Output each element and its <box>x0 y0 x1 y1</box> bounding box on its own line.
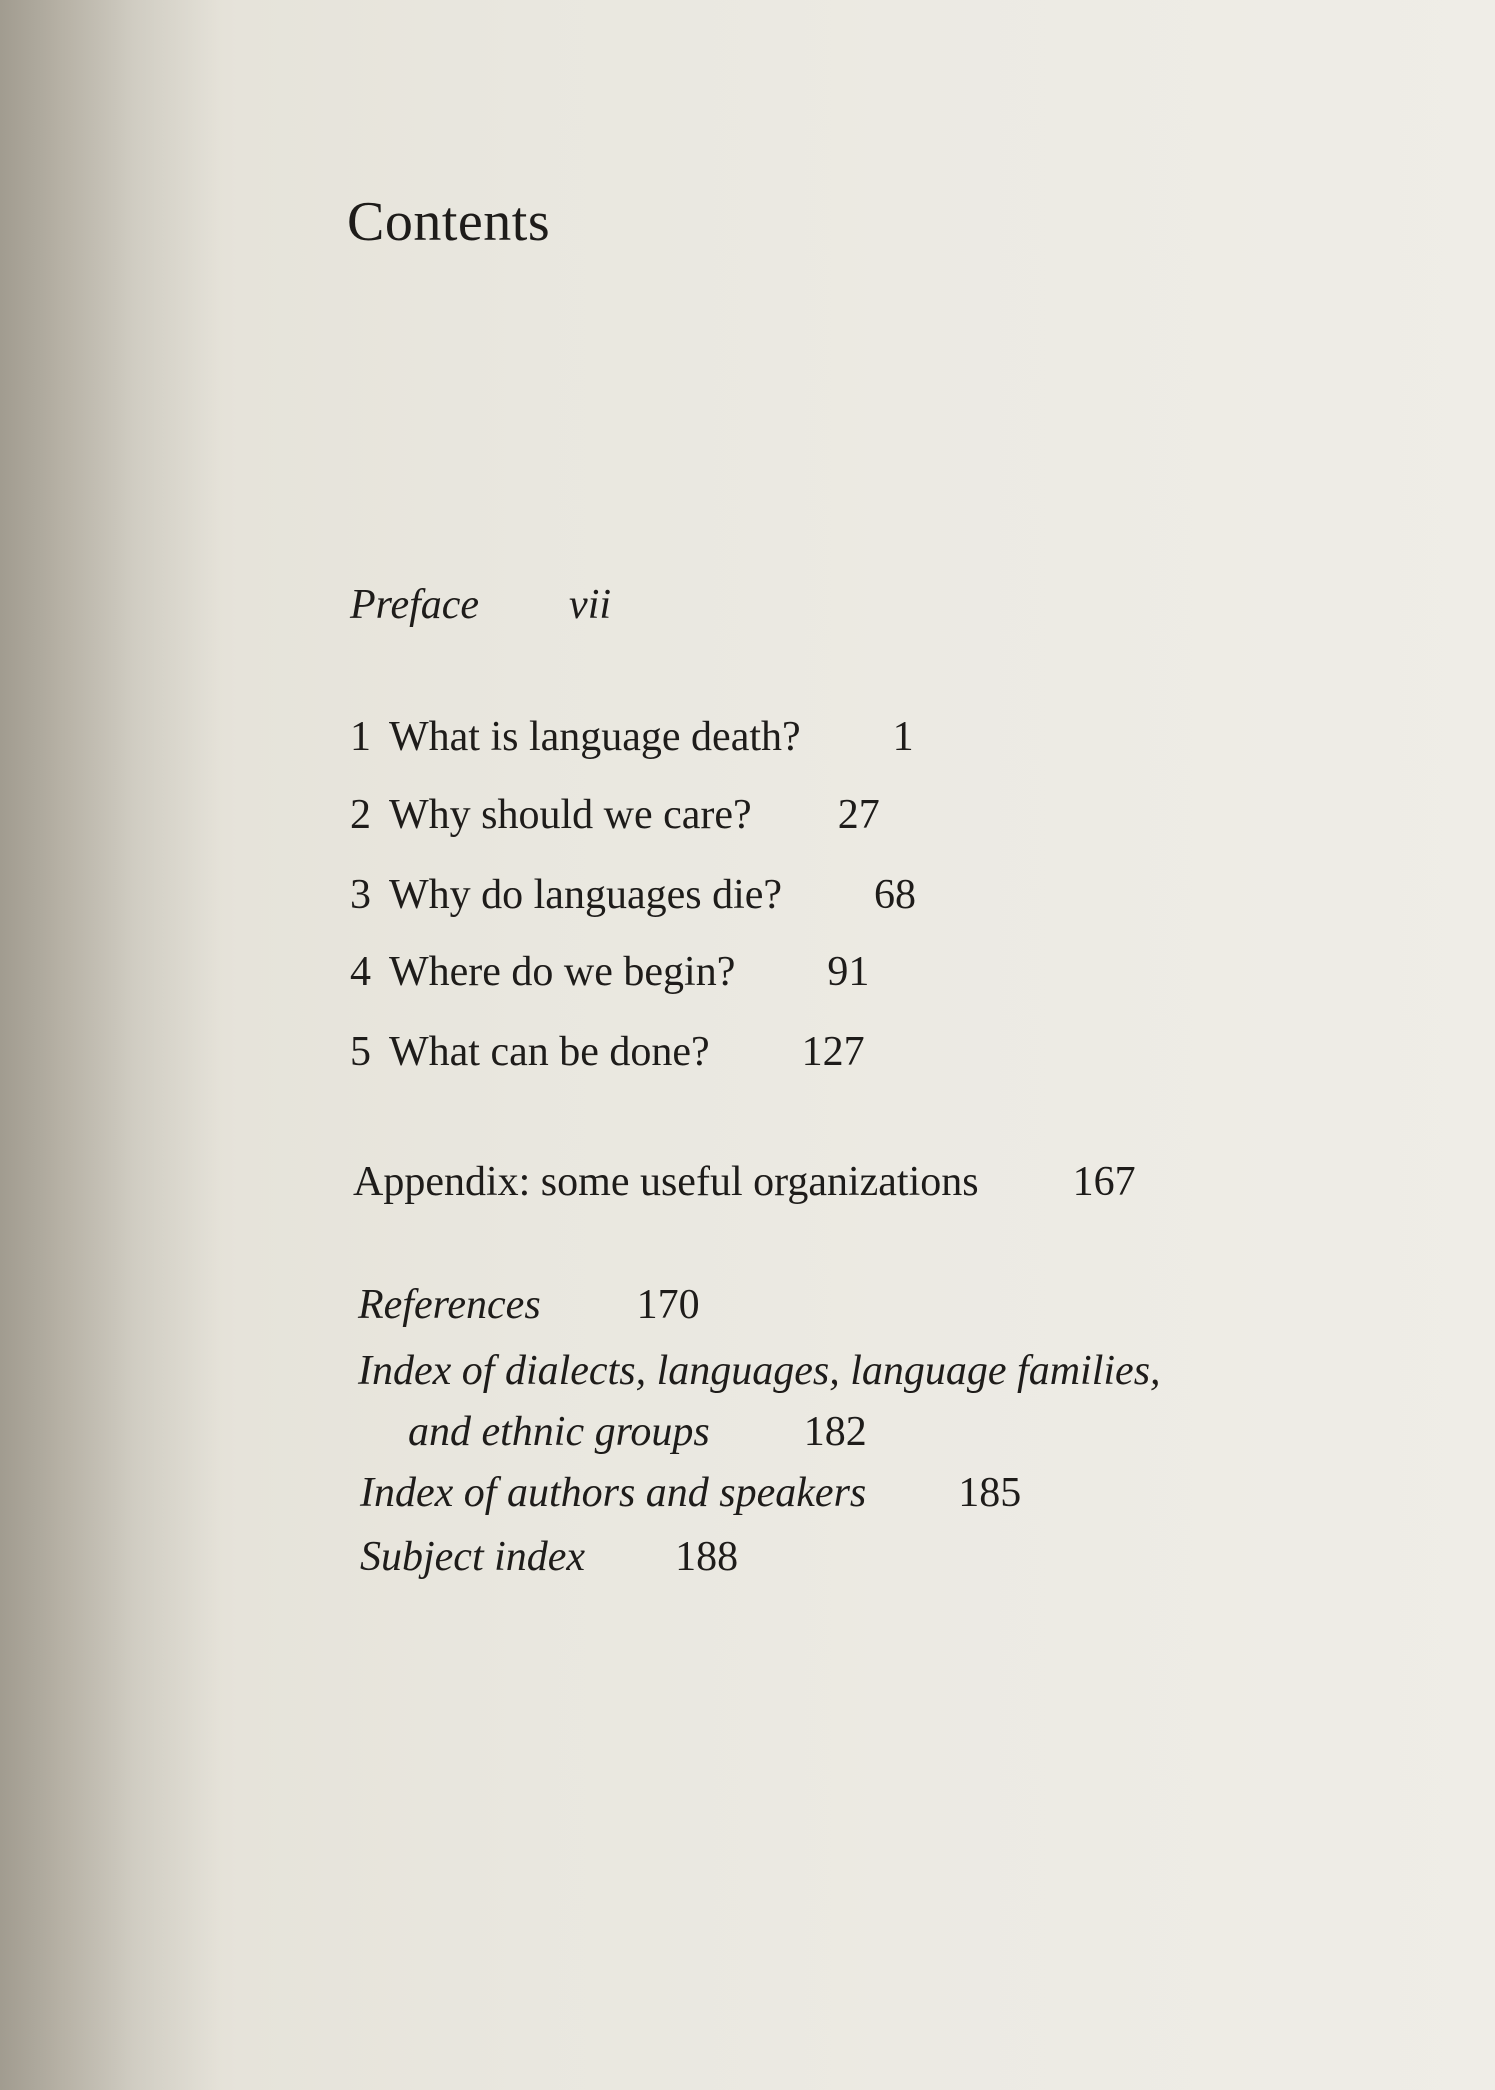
toc-chapter-number: 3 <box>350 872 371 918</box>
toc-chapter-5 <box>350 1027 865 1077</box>
toc-appendix-page: 167 <box>1072 1159 1136 1205</box>
toc-chapter-page: 27 <box>837 792 880 838</box>
toc-chapter-number: 1 <box>350 714 371 760</box>
toc-subject-index-page: 188 <box>675 1534 739 1580</box>
toc-chapter-page: 1 <box>892 714 914 760</box>
toc-appendix <box>353 1157 1136 1207</box>
toc-chapter-title: What is language death? <box>389 714 801 760</box>
toc-index-authors <box>360 1468 1021 1518</box>
toc-index-dialects-continued <box>408 1407 867 1457</box>
toc-chapter-title: Why do languages die? <box>389 872 783 918</box>
toc-appendix-title: Appendix: some useful organizations <box>353 1159 979 1205</box>
toc-chapter-title: Where do we begin? <box>389 949 736 995</box>
toc-chapter-4 <box>350 947 869 997</box>
toc-index-dialects-page: 182 <box>803 1409 867 1455</box>
toc-chapter-page: 68 <box>874 872 917 918</box>
toc-subject-index-title: Subject index <box>360 1534 586 1580</box>
toc-references <box>358 1280 700 1330</box>
toc-references-title: References <box>358 1282 541 1328</box>
page-gutter-shadow <box>0 0 220 2090</box>
toc-chapter-2 <box>350 790 880 840</box>
toc-chapter-1 <box>350 712 914 762</box>
toc-preface <box>350 580 611 630</box>
toc-index-dialects-title: Index of dialects, languages, language families, <box>358 1348 1161 1394</box>
toc-index-dialects <box>358 1346 1161 1396</box>
toc-chapter-number: 2 <box>350 792 371 838</box>
toc-index-authors-title: Index of authors and speakers <box>360 1470 867 1516</box>
toc-preface-label: Preface <box>350 582 480 628</box>
toc-references-page: 170 <box>636 1282 700 1328</box>
toc-chapter-page: 127 <box>801 1029 865 1075</box>
toc-chapter-number: 4 <box>350 949 371 995</box>
toc-preface-page: vii <box>569 582 612 628</box>
toc-chapter-page: 91 <box>827 949 870 995</box>
show-through-text <box>130 585 1430 645</box>
toc-chapter-title: What can be done? <box>389 1029 710 1075</box>
toc-chapter-title: Why should we care? <box>389 792 752 838</box>
toc-index-authors-page: 185 <box>958 1470 1022 1516</box>
toc-subject-index <box>360 1532 738 1582</box>
toc-index-dialects-title-cont: and ethnic groups <box>408 1409 710 1455</box>
toc-chapter-3 <box>350 870 916 920</box>
toc-chapter-number: 5 <box>350 1029 371 1075</box>
page-title: Contents <box>347 191 551 253</box>
